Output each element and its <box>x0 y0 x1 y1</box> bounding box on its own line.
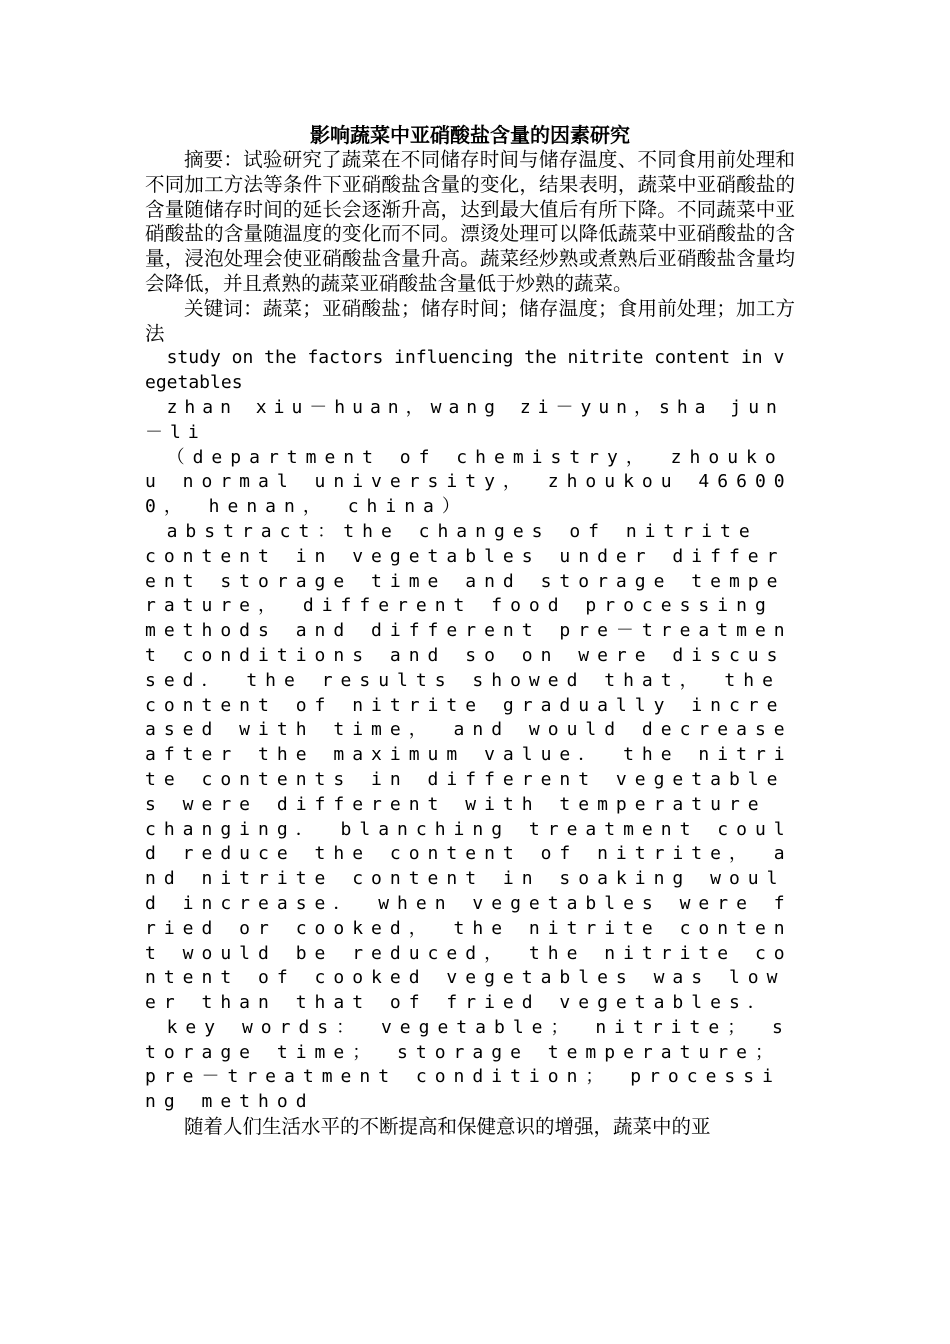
abstract-chinese: 摘要：试验研究了蔬菜在不同储存时间与储存温度、不同食用前处理和不同加工方法等条件下亚硝酸盐含量的变化，结果表明，蔬菜中亚硝酸盐的含量随储存时间的延长会逐渐升高，达到最大值后有所下降。不同蔬菜中亚硝酸盐的含量随温度的变化而不同。漂烫处理可以降低蔬菜中亚硝酸盐的含量，浸泡处理会使亚硝酸盐含量升高。蔬菜经炒熟或煮熟后亚硝酸盐含量均会降低，并且煮熟的蔬菜亚硝酸盐含量低于炒熟的蔬菜。 <box>145 148 795 295</box>
authors-english: zhan xiu－huan，wang zi－yun，sha jun－li <box>145 396 784 443</box>
introduction-chinese: 随着人们生活水平的不断提高和保健意识的增强，蔬菜中的亚 <box>184 1115 711 1139</box>
keywords-english: key words： vegetable； nitrite； storage time； storage temperature； pre－treatment condition； processing method <box>145 1016 791 1113</box>
abstract-english: abstract：the changes of nitrite content in vegetables under different storage time and storage temperature， different food processing methods and different pre－treatment conditions and so on were discussed． the results showed that， the content of nitrite gradually increased with time， and would decrease after the maximum value． the nitrite contents in different vegetables were different with temperature changing． blanching treatment could reduce the content of nitrite， and nitrite content in soaking would increase． when vegetables were fried or cooked， the nitrite content would be reduced， the nitrite content of cooked vegetables was lower than that of fried vegetables． <box>145 520 793 1014</box>
document-body <box>145 122 795 1140</box>
keywords-chinese: 关键词：蔬菜；亚硝酸盐；储存时间；储存温度；食用前处理；加工方法 <box>145 296 795 345</box>
document-title: 影响蔬菜中亚硝酸盐含量的因素研究 <box>310 123 630 147</box>
affiliation-english: （department of chemistry， zhoukou normal university， zhoukou 466000， henan， china） <box>145 446 793 518</box>
english-title: study on the factors influencing the nitrite content in vegetables <box>145 347 785 394</box>
